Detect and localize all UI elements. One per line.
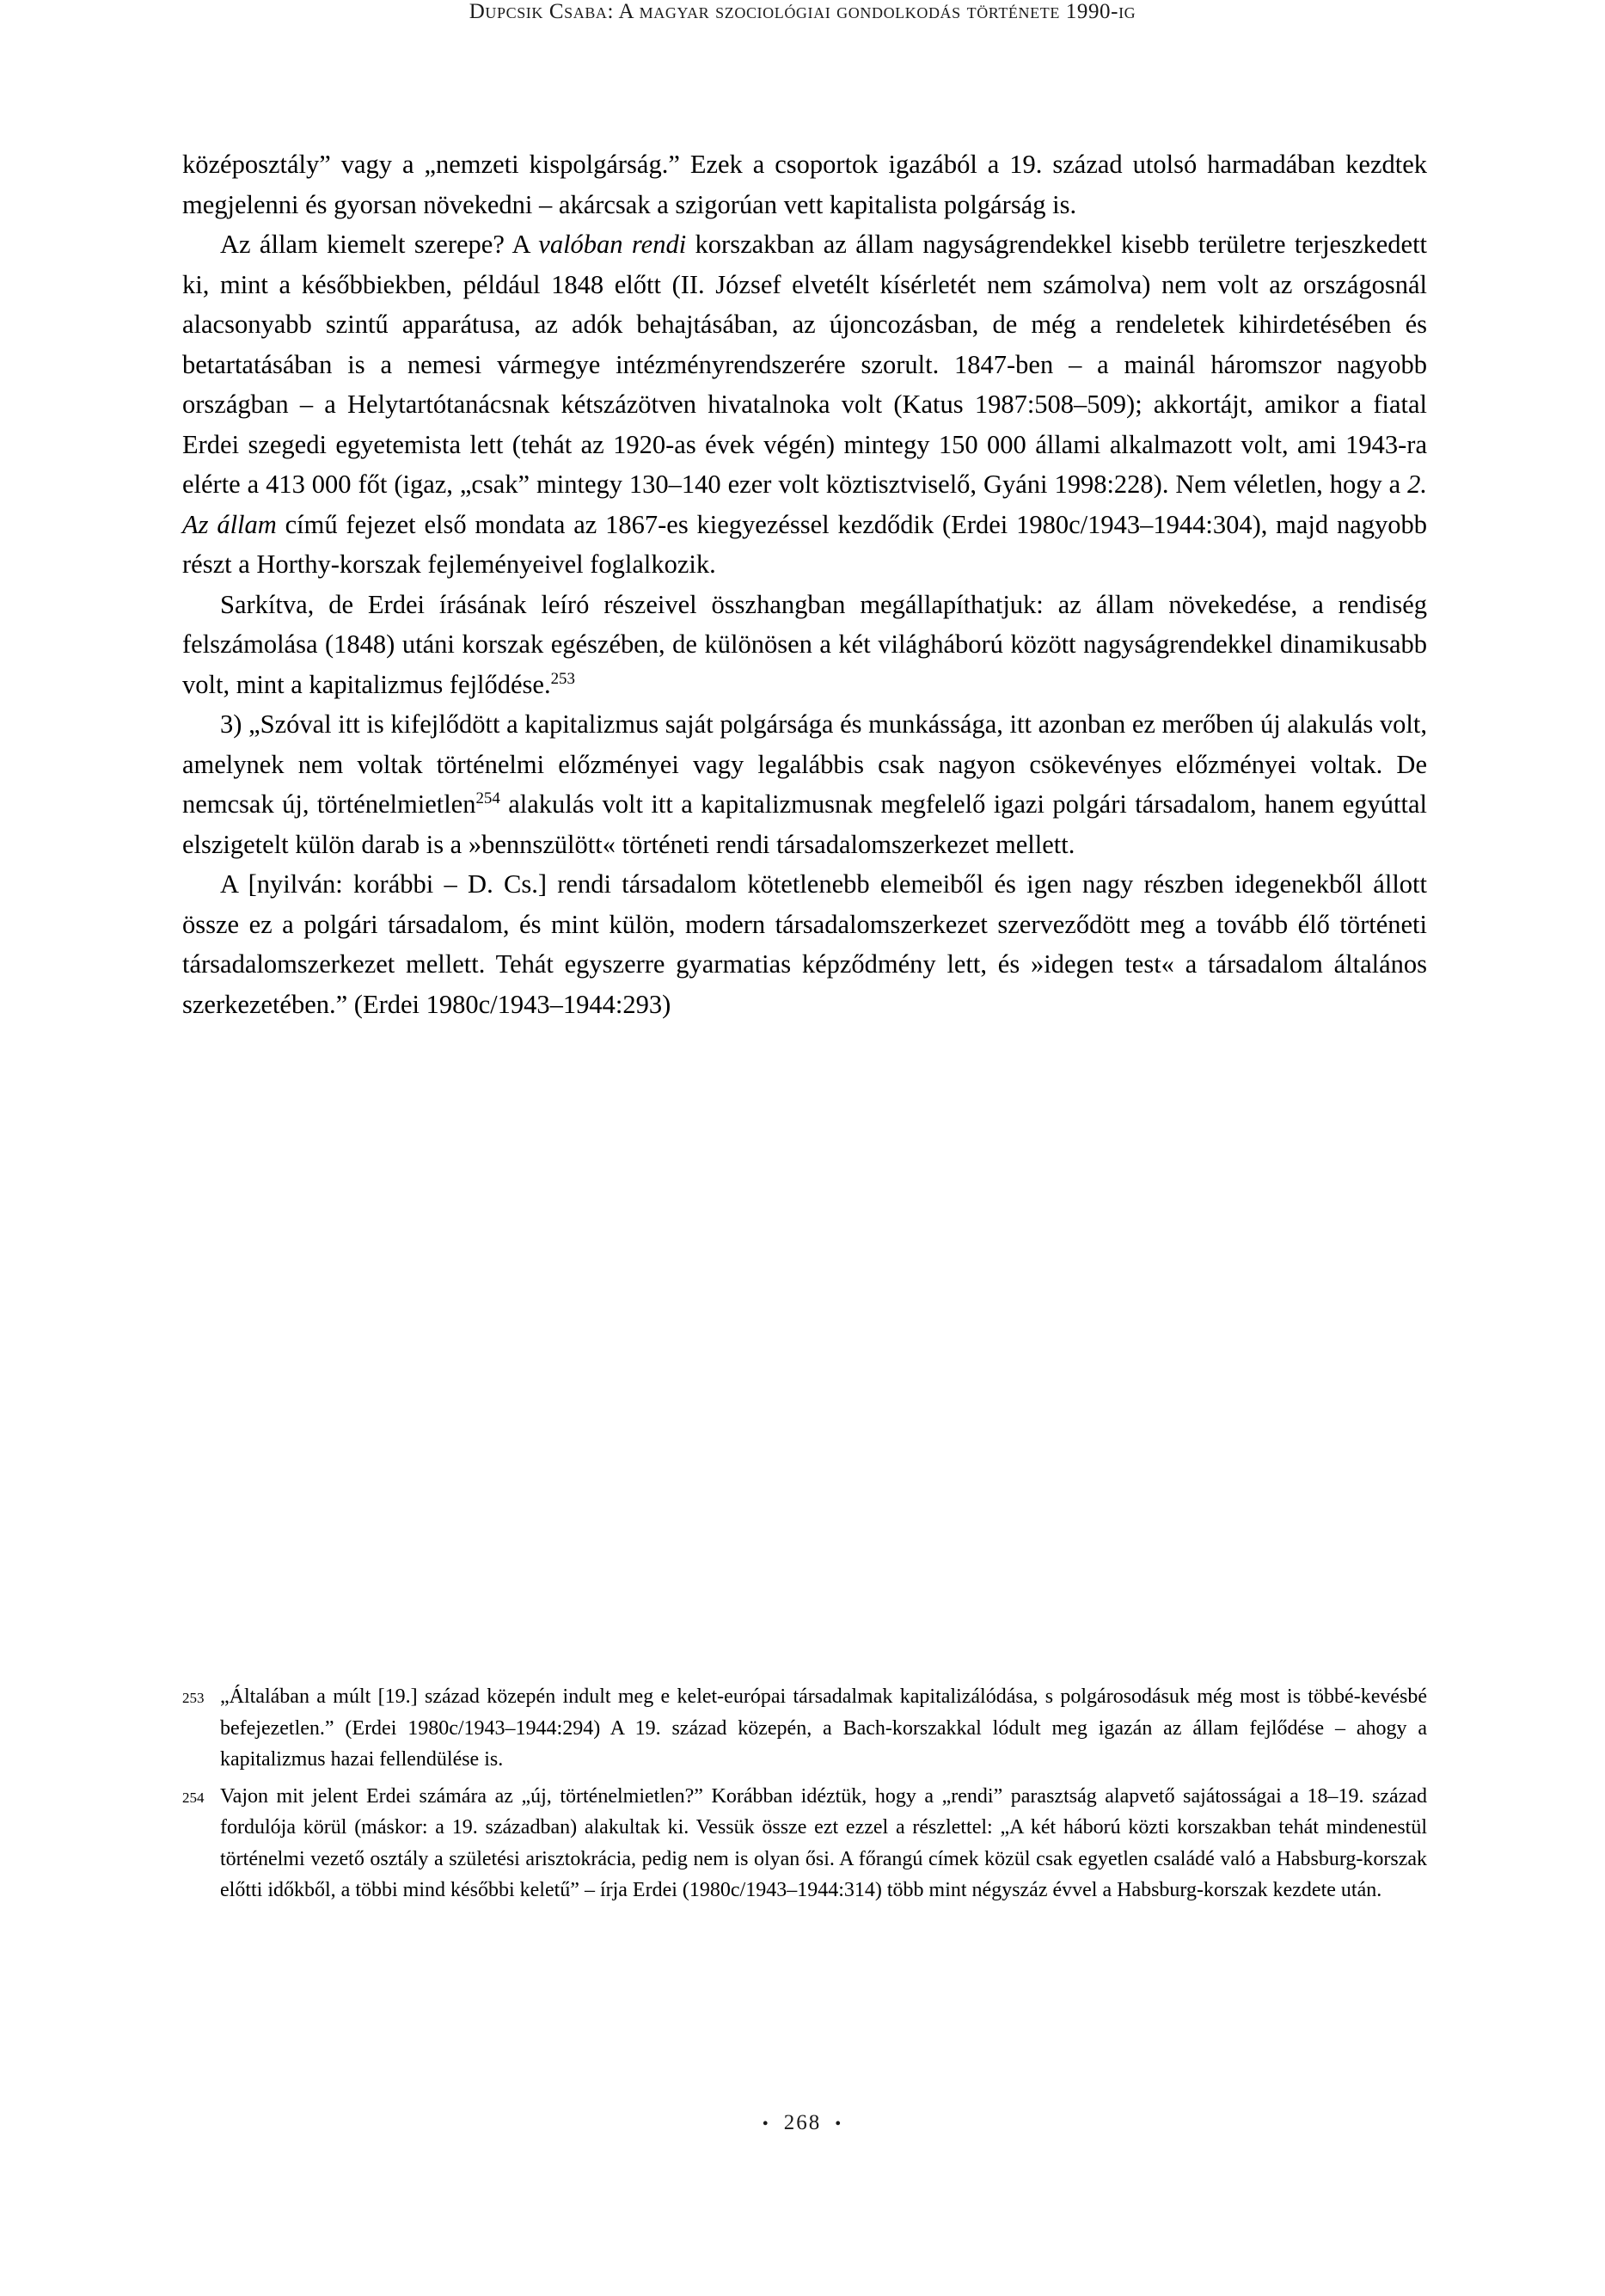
paragraph-2-post: című fejezet első mondata az 1867-es kiegyezéssel kezdődik (Erdei 1980c/1943–1944:304), majd nagyobb részt a Horthy-korszak fejleményeivel foglalkozik. xyxy=(182,509,1427,579)
paragraph-4-post: alakulás volt itt a kapitalizmusnak megfelelő igazi polgári társadalom, hanem egyúttal elszigetelt külön darab is a »bennszülött« történeti rendi társadalomszerkezet mellett. xyxy=(182,789,1427,859)
paragraph-2-mid: korszakban az állam nagyságrendekkel kisebb területre terjeszkedett ki, mint a későbbiekben, például 1848 előtt (II. József elvetélt kísérletét nem számolva) nem volt az országosnál alacsonyabb szintű apparátusa, az adók behajtásában, az újoncozásban, de még a rendeletek kihirdetésében és betartatásában is a nemesi vármegye intézményrendszerére szorult. 1847-ben – a mainál háromszor nagyobb országban – a Helytartótanácsnak kétszázötven hivatalnoka volt (Katus 1987:508–509); akkortájt, amikor a fiatal Erdei szegedi egyetemista lett (tehát az 1920-as évek végén) mintegy 150 000 állami alkalmazott volt, ami 1943-ra elérte a 413 000 főt (igaz, „csak” mintegy 130–140 ezer volt köztisztviselő, Gyáni 1998:228). Nem véletlen, hogy a xyxy=(182,230,1428,499)
paragraph-3 xyxy=(182,585,1427,705)
page-body xyxy=(182,144,1427,1024)
paragraph-4 xyxy=(182,704,1427,864)
footnote-254 xyxy=(182,1781,1427,1906)
footnote-253 xyxy=(182,1681,1427,1776)
paragraph-5 xyxy=(182,864,1427,1024)
body-text xyxy=(182,144,1427,1024)
paragraph-3-text: Sarkítva, de Erdei írásának leíró részeivel összhangban megállapíthatjuk: az állam növekedése, a rendiség felszámolása (1848) utáni korszak egészében, de különösen a két világháború között nagyságrendekkel dinamikusabb volt, mint a kapitalizmus fejlődése. xyxy=(182,589,1427,699)
paragraph-1-text: középosztály” vagy a „nemzeti kispolgárság.” Ezek a csoportok igazából a 19. század utolsó harmadában kezdtek megjelenni és gyorsan növekedni – akárcsak a szigorúan vett kapitalista polgárság is. xyxy=(182,150,1427,219)
paragraph-2-italic-2: 2. Az állam xyxy=(182,470,1427,539)
page-folio xyxy=(0,2111,1605,2135)
paragraph-2 xyxy=(182,224,1427,585)
folio-dot-right: • xyxy=(835,2114,843,2133)
paragraph-1 xyxy=(182,144,1427,224)
folio-dot-left: • xyxy=(762,2114,770,2133)
footnote-254-number: 254 xyxy=(182,1789,205,1806)
footnote-253-number: 253 xyxy=(182,1690,205,1706)
paragraph-5-text: A [nyilván: korábbi – D. Cs.] rendi társadalom kötetlenebb elemeiből és igen nagy részben idegenekből állott össze ez a polgári társadalom, és mint külön, modern társadalomszerkezet szerveződött meg a tovább élő történeti társadalomszerkezet mellett. Tehát egyszerre gyarmatias képződmény lett, és »idegen test« a társadalom általános szerkezetében.” (Erdei 1980c/1943–1944:293) xyxy=(182,869,1427,1019)
footnotes-section xyxy=(182,1681,1427,1912)
footnote-254-text: Vajon mit jelent Erdei számára az „új, történelmietlen?” Korábban idéztük, hogy a „rendi” parasztság alapvető sajátosságai a 18–19. század fordulója körül (máskor: a 19. században) alakultak ki. Vessük össze ezt ezzel a részlettel: „A két háború közti korszakban tehát mindenestül történelmi vezető osztály a születési arisztokrácia, pedig nem is olyan ősi. A főrangú címek közül csak egyetlen családé való a Habsburg-korszak előtti időkből, a többi mind későbbi keletű” – írja Erdei (1980c/1943–1944:314) több mint négyszáz évvel a Habsburg-korszak kezdete után. xyxy=(220,1784,1427,1901)
paragraph-2-pre: Az állam kiemelt szerepe? A xyxy=(220,230,539,259)
running-head: Dupcsik Csaba: A magyar szociológiai gondolkodás története 1990-ig xyxy=(469,0,1136,23)
page-number: 268 xyxy=(783,2111,822,2134)
footnote-ref-254[interactable]: 254 xyxy=(475,789,500,807)
footnote-253-text: „Általában a múlt [19.] század közepén indult meg e kelet-európai társadalmak kapitalizálódása, s polgárosodásuk még most is többé-kevésbé befejezetlen.” (Erdei 1980c/1943–1944:294) A 19. század közepén, a Bach-korszakkal lódult meg igazán az állam fejlődése – ahogy a kapitalizmus hazai fellendülése is. xyxy=(220,1685,1427,1771)
paragraph-4-pre: 3) „Szóval itt is kifejlődött a kapitalizmus saját polgársága és munkássága, itt azonban ez merőben új alakulás volt, amelynek nem voltak történelmi előzményei vagy legalábbis csak nagyon csökevényes előzményei voltak. De nemcsak új, történelmietlen xyxy=(182,709,1427,819)
paragraph-2-italic-1: valóban rendi xyxy=(538,230,687,259)
footnote-ref-253[interactable]: 253 xyxy=(550,669,575,688)
